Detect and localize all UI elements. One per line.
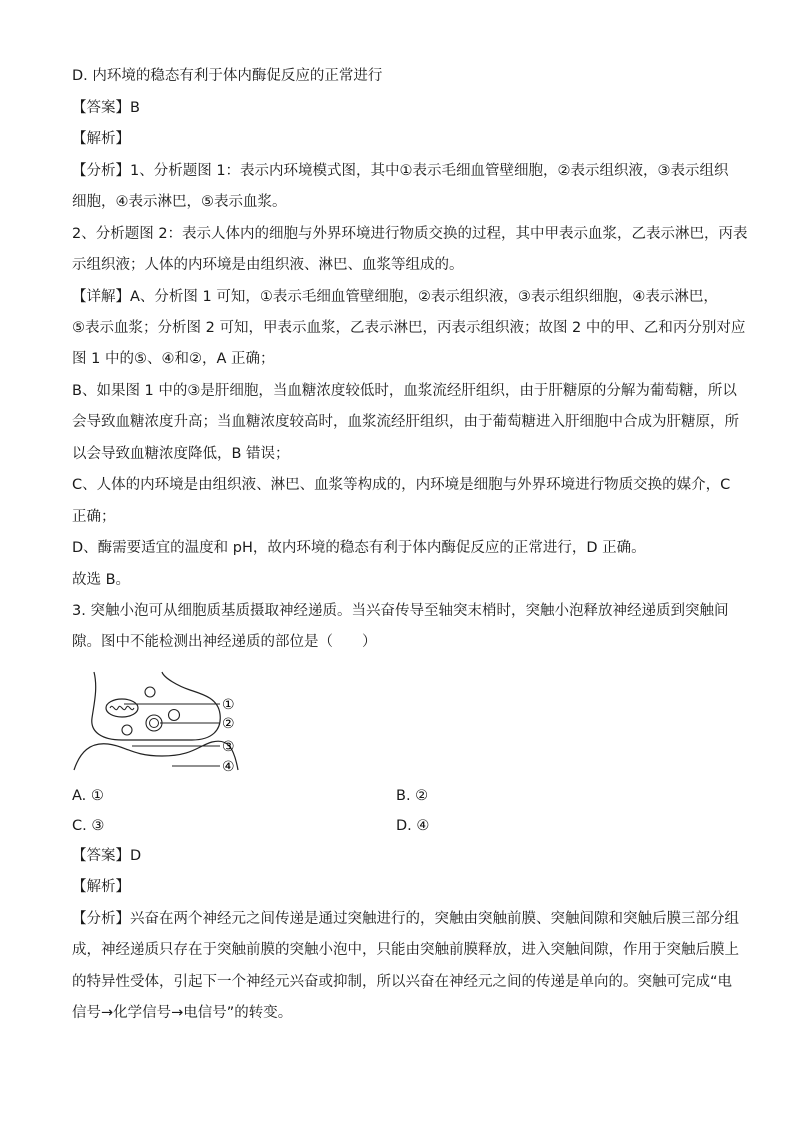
- option-b: B. ②: [396, 788, 429, 804]
- synaptic-vesicle: [145, 687, 155, 697]
- vesicle-content: [150, 719, 159, 728]
- paragraph-line: 以会导致血糖浓度降低，B 错误；: [72, 446, 290, 462]
- synaptic-vesicle: [169, 710, 180, 721]
- paragraph-line: 2、分析题图 2：表示人体内的细胞与外界环境进行物质交换的过程，其中甲表示血浆，乙表示淋巴，丙表: [72, 226, 748, 242]
- synaptic-vesicle: [146, 715, 162, 731]
- label-1: ①: [222, 697, 235, 713]
- paragraph-line: 图 1 中的⑤、④和②，A 正确；: [72, 351, 275, 367]
- paragraph-line: 的特异性受体，引起下一个神经元兴奋或抑制，所以兴奋在神经元之间的传递是单向的。突触可完成“电: [72, 974, 733, 990]
- paragraph-line: ⑤表示血浆；分析图 2 可知，甲表示血浆，乙表示淋巴，丙表示组织液；故图 2 中的甲、乙和丙分别对应: [72, 320, 746, 336]
- paragraph-line: 正确；: [72, 509, 116, 525]
- paragraph-line: 成，神经递质只存在于突触前膜的突触小泡中，只能由突触前膜释放，进入突触间隙，作用于突触后膜上: [72, 942, 739, 958]
- paragraph-line: 信号→化学信号→电信号”的转变。: [72, 1005, 293, 1021]
- paragraph-line: 故选 B。: [72, 572, 131, 588]
- mitochondrion-cristae: [110, 706, 134, 709]
- paragraph-line: 示组织液；人体的内环境是由组织液、淋巴、血浆等组成的。: [72, 257, 464, 273]
- paragraph-line: D、酶需要适宜的温度和 pH，故内环境的稳态有利于体内酶促反应的正常进行，D 正确。: [72, 540, 646, 556]
- synaptic-vesicle: [122, 725, 132, 735]
- paragraph-line: 细胞，④表示淋巴，⑤表示血浆。: [72, 194, 287, 210]
- question-3-stem: 隙。图中不能检测出神经递质的部位是（ ）: [72, 634, 377, 650]
- answer-label: 【答案】D: [72, 848, 142, 864]
- option-d: D. ④: [396, 818, 430, 834]
- question-3-stem: 3. 突触小泡可从细胞质基质摄取神经递质。当兴奋传导至轴突末梢时，突触小泡释放神经递质到突触间: [72, 603, 729, 619]
- paragraph-line: 【详解】A、分析图 1 可知，①表示毛细血管壁细胞，②表示组织液，③表示组织细胞，④表示淋巴，: [72, 289, 718, 305]
- paragraph-line: B、如果图 1 中的③是肝细胞，当血糖浓度较低时，血浆流经肝组织，由于肝糖原的分解为葡萄糖，所以: [72, 383, 737, 399]
- paragraph-line: 【分析】1、分析题图 1：表示内环境模式图，其中①表示毛细血管壁细胞，②表示组织液，③表示组织: [72, 163, 729, 179]
- label-2: ②: [222, 716, 235, 732]
- option-c: C. ③: [72, 818, 105, 834]
- label-4: ④: [222, 759, 235, 775]
- label-3: ③: [222, 739, 235, 755]
- answer-label: 【答案】B: [72, 100, 140, 116]
- paragraph-line: 【分析】兴奋在两个神经元之间传递是通过突触进行的，突触由突触前膜、突触间隙和突触后膜三部分组: [72, 911, 739, 927]
- synapse-diagram: [72, 670, 252, 780]
- paragraph-line: C、人体的内环境是由组织液、淋巴、血浆等构成的，内环境是细胞与外界环境进行物质交换的媒介，C: [72, 477, 731, 493]
- analysis-heading: 【解析】: [72, 879, 130, 895]
- option-d-text: D. 内环境的稳态有利于体内酶促反应的正常进行: [72, 68, 383, 84]
- option-a: A. ①: [72, 788, 104, 804]
- paragraph-line: 会导致血糖浓度升高；当血糖浓度较高时，血浆流经肝组织，由于葡萄糖进入肝细胞中合成为肝糖原，所: [72, 414, 739, 430]
- analysis-heading: 【解析】: [72, 131, 130, 147]
